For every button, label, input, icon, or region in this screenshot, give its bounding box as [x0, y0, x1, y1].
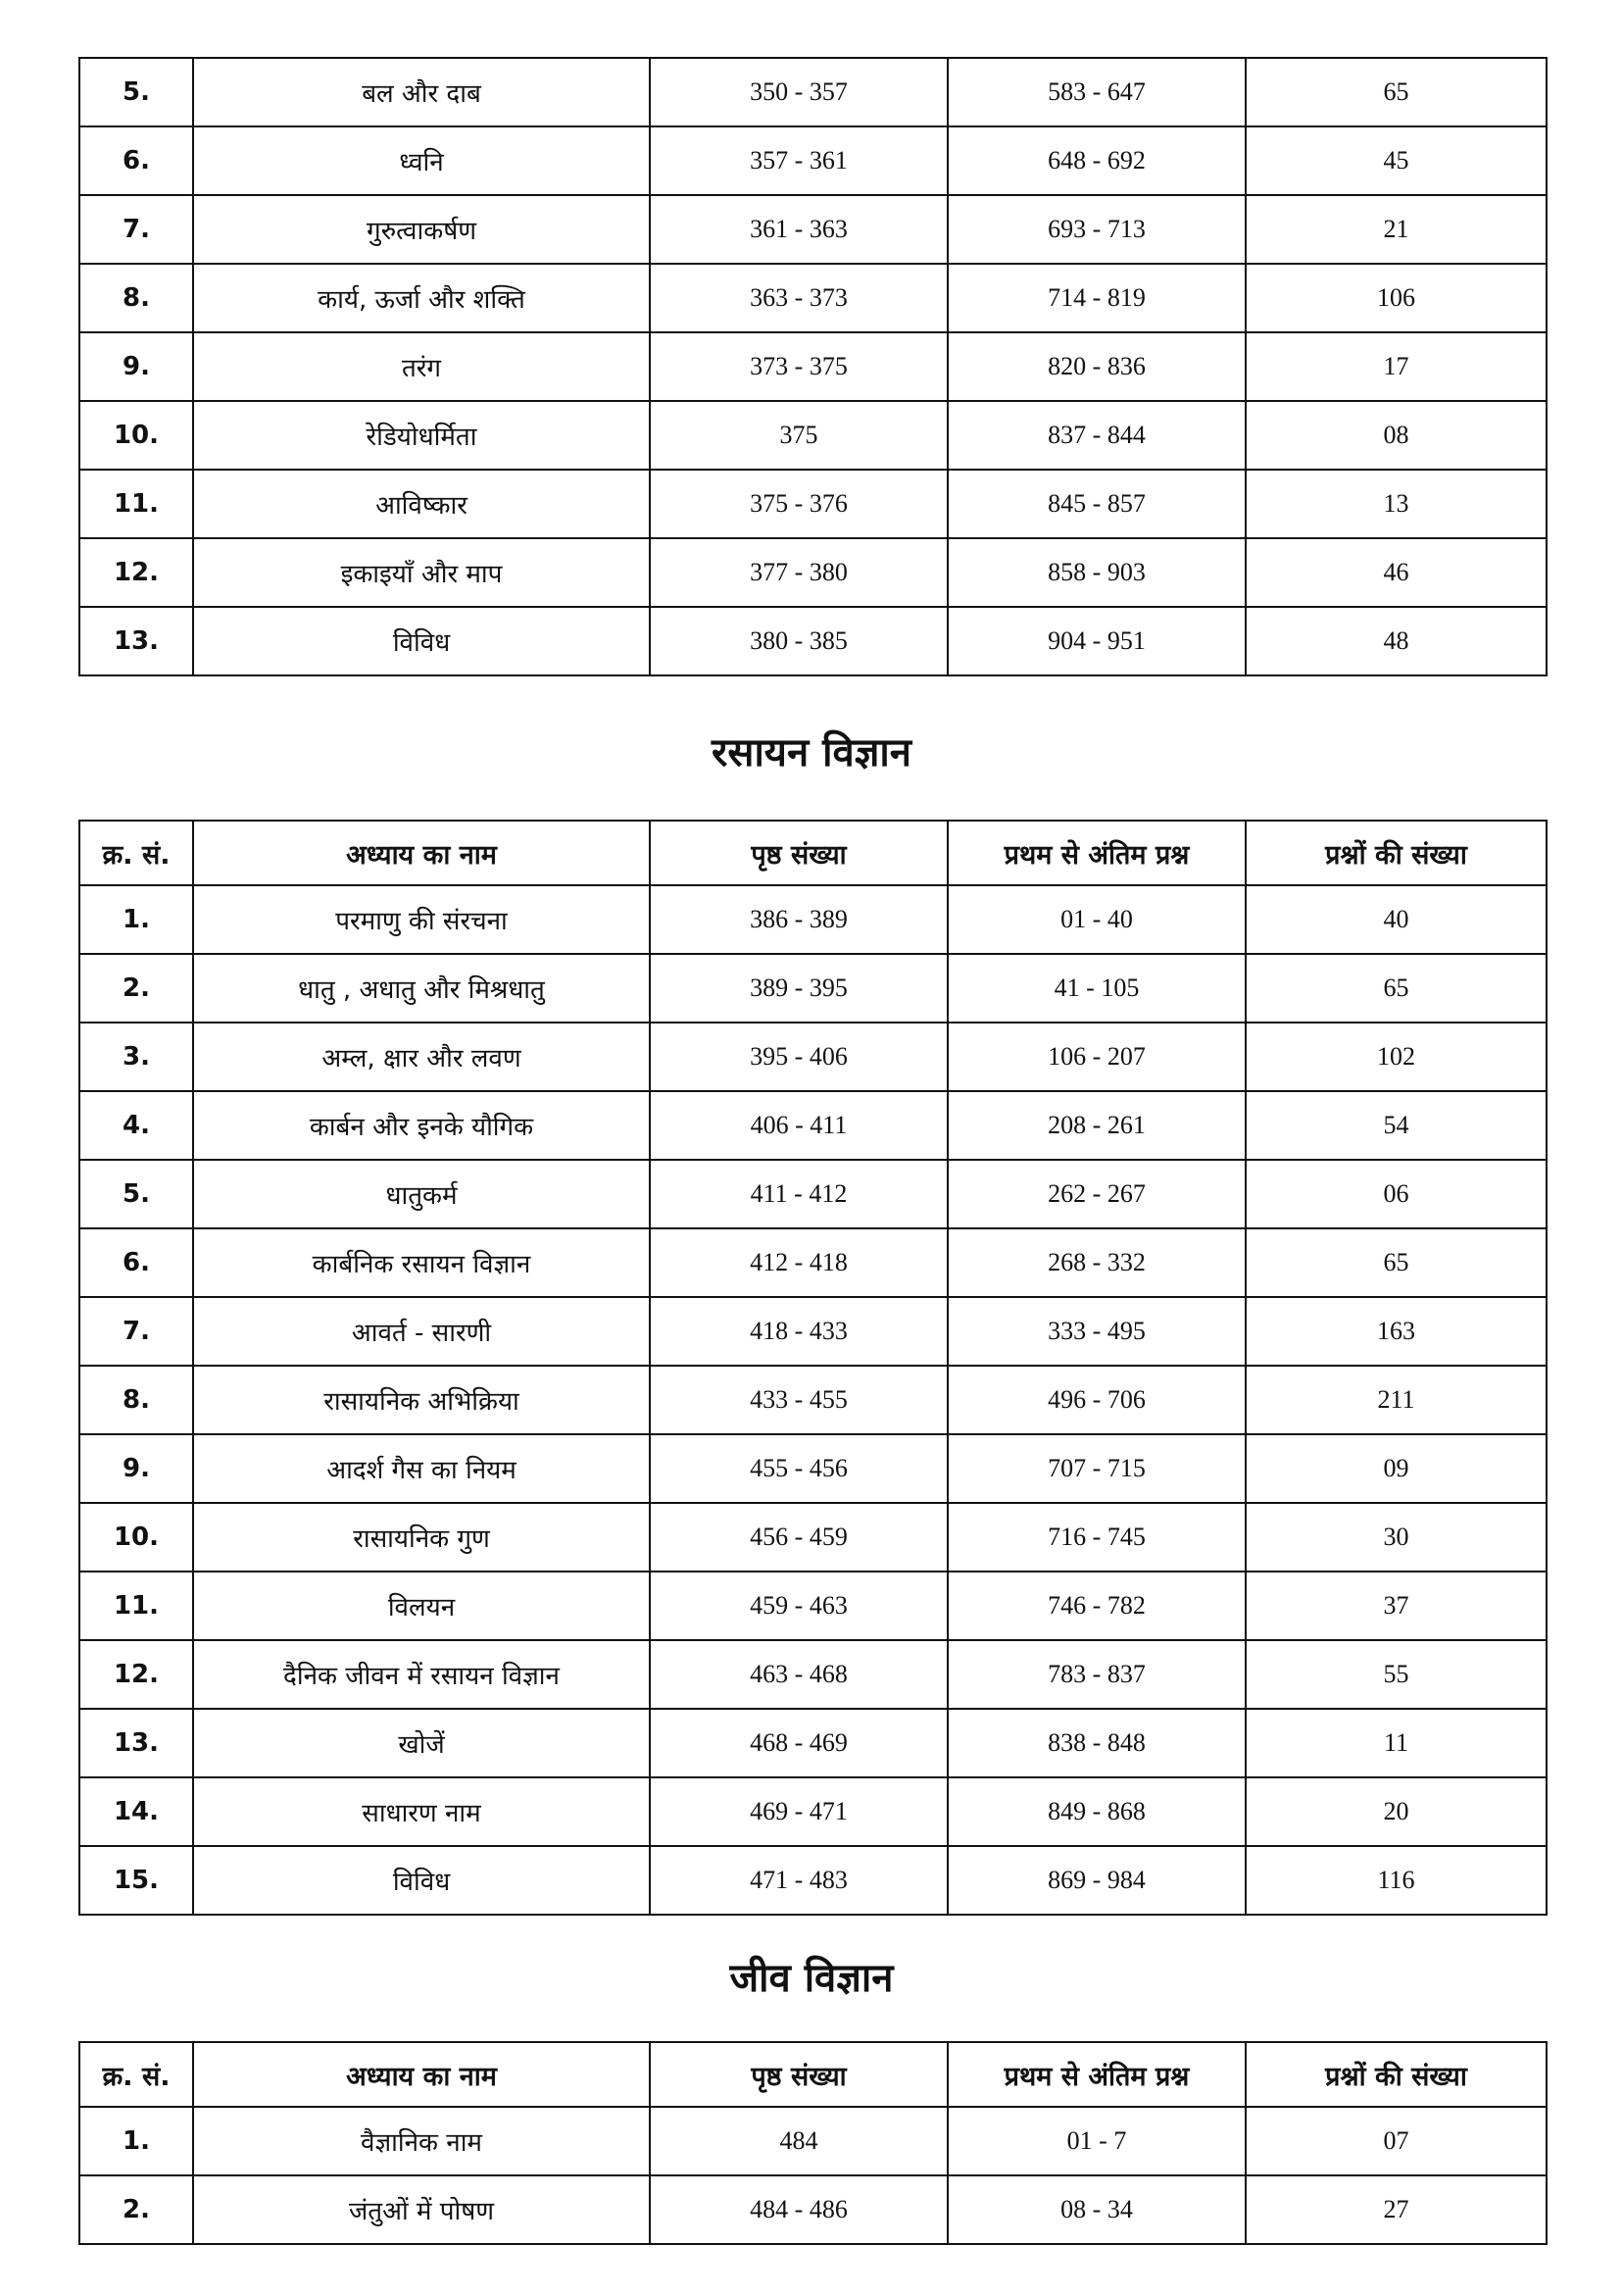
row-question-range: 746 - 782: [948, 1572, 1246, 1640]
row-serial-number: 12.: [79, 1640, 193, 1709]
row-serial-number: 13.: [79, 1709, 193, 1777]
row-page-numbers: 350 - 357: [650, 58, 948, 126]
row-page-numbers: 456 - 459: [650, 1503, 948, 1572]
table-row: [79, 1846, 1547, 1915]
header-range: प्रथम से अंतिम प्रश्न: [948, 2042, 1246, 2107]
table-row: [79, 58, 1547, 126]
row-chapter-name: आवर्त - सारणी: [193, 1297, 650, 1366]
row-page-numbers: 463 - 468: [650, 1640, 948, 1709]
table-row: [79, 1228, 1547, 1297]
row-chapter-name: कार्बनिक रसायन विज्ञान: [193, 1228, 650, 1297]
row-page-numbers: 406 - 411: [650, 1091, 948, 1160]
row-question-range: 262 - 267: [948, 1160, 1246, 1228]
row-question-range: 01 - 40: [948, 885, 1246, 954]
chemistry-index-table: [78, 820, 1548, 1916]
row-chapter-name: विविध: [193, 607, 650, 675]
row-question-range: 01 - 7: [948, 2107, 1246, 2175]
row-serial-number: 12.: [79, 538, 193, 607]
row-serial-number: 13.: [79, 607, 193, 675]
table-row: [79, 885, 1547, 954]
row-question-range: 837 - 844: [948, 401, 1246, 470]
row-question-range: 716 - 745: [948, 1503, 1246, 1572]
row-serial-number: 7.: [79, 1297, 193, 1366]
table-row: [79, 1777, 1547, 1846]
row-question-range: 648 - 692: [948, 126, 1246, 195]
table-row: [79, 470, 1547, 538]
row-serial-number: 3.: [79, 1023, 193, 1091]
row-page-numbers: 389 - 395: [650, 954, 948, 1023]
row-question-count: 48: [1246, 607, 1547, 675]
row-serial-number: 4.: [79, 1091, 193, 1160]
row-question-range: 333 - 495: [948, 1297, 1246, 1366]
row-serial-number: 8.: [79, 1366, 193, 1434]
row-question-range: 268 - 332: [948, 1228, 1246, 1297]
row-question-range: 845 - 857: [948, 470, 1246, 538]
row-question-range: 693 - 713: [948, 195, 1246, 264]
row-question-count: 163: [1246, 1297, 1547, 1366]
row-page-numbers: 484 - 486: [650, 2175, 948, 2244]
table-row: [79, 607, 1547, 675]
row-chapter-name: कार्य, ऊर्जा और शक्ति: [193, 264, 650, 332]
header-range: प्रथम से अंतिम प्रश्न: [948, 821, 1246, 885]
row-serial-number: 2.: [79, 2175, 193, 2244]
row-chapter-name: ध्वनि: [193, 126, 650, 195]
header-pages: पृष्ठ संख्या: [650, 2042, 948, 2107]
header-pages: पृष्ठ संख्या: [650, 821, 948, 885]
header-sn: क्र. सं.: [79, 821, 193, 885]
table-row: [79, 1023, 1547, 1091]
row-question-range: 208 - 261: [948, 1091, 1246, 1160]
row-page-numbers: 361 - 363: [650, 195, 948, 264]
row-question-count: 65: [1246, 58, 1547, 126]
row-question-range: 838 - 848: [948, 1709, 1246, 1777]
table-row: [79, 126, 1547, 195]
row-serial-number: 1.: [79, 2107, 193, 2175]
row-question-count: 17: [1246, 332, 1547, 401]
row-serial-number: 1.: [79, 885, 193, 954]
header-count: प्रश्नों की संख्या: [1246, 2042, 1547, 2107]
row-page-numbers: 412 - 418: [650, 1228, 948, 1297]
physics-index-table: [78, 57, 1548, 676]
row-question-count: 65: [1246, 1228, 1547, 1297]
row-page-numbers: 468 - 469: [650, 1709, 948, 1777]
row-question-count: 27: [1246, 2175, 1547, 2244]
row-question-count: 102: [1246, 1023, 1547, 1091]
row-question-count: 40: [1246, 885, 1547, 954]
row-page-numbers: 380 - 385: [650, 607, 948, 675]
row-question-count: 46: [1246, 538, 1547, 607]
row-question-range: 714 - 819: [948, 264, 1246, 332]
row-serial-number: 6.: [79, 1228, 193, 1297]
row-chapter-name: गुरुत्वाकर्षण: [193, 195, 650, 264]
row-question-count: 211: [1246, 1366, 1547, 1434]
table-row: [79, 1572, 1547, 1640]
row-question-count: 116: [1246, 1846, 1547, 1915]
table-row: [79, 332, 1547, 401]
row-question-count: 106: [1246, 264, 1547, 332]
row-page-numbers: 377 - 380: [650, 538, 948, 607]
row-question-range: 858 - 903: [948, 538, 1246, 607]
row-page-numbers: 459 - 463: [650, 1572, 948, 1640]
row-question-range: 904 - 951: [948, 607, 1246, 675]
row-serial-number: 10.: [79, 401, 193, 470]
row-page-numbers: 375 - 376: [650, 470, 948, 538]
row-chapter-name: जंतुओं में पोषण: [193, 2175, 650, 2244]
biology-index-table: [78, 2041, 1548, 2245]
table-row: [79, 401, 1547, 470]
row-serial-number: 5.: [79, 1160, 193, 1228]
row-question-range: 849 - 868: [948, 1777, 1246, 1846]
row-chapter-name: आविष्कार: [193, 470, 650, 538]
row-question-range: 106 - 207: [948, 1023, 1246, 1091]
row-question-range: 820 - 836: [948, 332, 1246, 401]
row-question-count: 45: [1246, 126, 1547, 195]
row-chapter-name: कार्बन और इनके यौगिक: [193, 1091, 650, 1160]
row-serial-number: 5.: [79, 58, 193, 126]
row-question-range: 707 - 715: [948, 1434, 1246, 1503]
table-row: [79, 1366, 1547, 1434]
row-chapter-name: धातुकर्म: [193, 1160, 650, 1228]
header-count: प्रश्नों की संख्या: [1246, 821, 1547, 885]
row-serial-number: 7.: [79, 195, 193, 264]
row-chapter-name: वैज्ञानिक नाम: [193, 2107, 650, 2175]
row-question-count: 06: [1246, 1160, 1547, 1228]
row-chapter-name: तरंग: [193, 332, 650, 401]
table-row: [79, 538, 1547, 607]
row-page-numbers: 469 - 471: [650, 1777, 948, 1846]
table-row: [79, 2107, 1547, 2175]
row-question-range: 496 - 706: [948, 1366, 1246, 1434]
row-chapter-name: अम्ल, क्षार और लवण: [193, 1023, 650, 1091]
row-chapter-name: रासायनिक गुण: [193, 1503, 650, 1572]
row-question-count: 37: [1246, 1572, 1547, 1640]
row-serial-number: 10.: [79, 1503, 193, 1572]
physics-table-body: [79, 58, 1547, 675]
row-question-count: 08: [1246, 401, 1547, 470]
row-page-numbers: 433 - 455: [650, 1366, 948, 1434]
row-question-count: 55: [1246, 1640, 1547, 1709]
row-serial-number: 8.: [79, 264, 193, 332]
table-row: [79, 1160, 1547, 1228]
table-row: [79, 195, 1547, 264]
row-serial-number: 9.: [79, 1434, 193, 1503]
table-row: [79, 2175, 1547, 2244]
row-page-numbers: 373 - 375: [650, 332, 948, 401]
table-row: [79, 1297, 1547, 1366]
row-question-count: 09: [1246, 1434, 1547, 1503]
biology-section-title: जीव विज्ञान: [729, 1956, 894, 2001]
row-chapter-name: बल और दाब: [193, 58, 650, 126]
row-chapter-name: रासायनिक अभिक्रिया: [193, 1366, 650, 1434]
row-question-count: 54: [1246, 1091, 1547, 1160]
row-page-numbers: 418 - 433: [650, 1297, 948, 1366]
row-question-count: 30: [1246, 1503, 1547, 1572]
row-chapter-name: आदर्श गैस का नियम: [193, 1434, 650, 1503]
row-serial-number: 11.: [79, 1572, 193, 1640]
table-row: [79, 954, 1547, 1023]
row-chapter-name: खोजें: [193, 1709, 650, 1777]
chemistry-table-body: [79, 885, 1547, 1915]
row-page-numbers: 357 - 361: [650, 126, 948, 195]
row-page-numbers: 484: [650, 2107, 948, 2175]
row-chapter-name: परमाणु की संरचना: [193, 885, 650, 954]
row-page-numbers: 375: [650, 401, 948, 470]
row-chapter-name: विविध: [193, 1846, 650, 1915]
row-question-count: 21: [1246, 195, 1547, 264]
row-question-range: 41 - 105: [948, 954, 1246, 1023]
table-row: [79, 1709, 1547, 1777]
table-row: [79, 264, 1547, 332]
row-page-numbers: 471 - 483: [650, 1846, 948, 1915]
header-chapter: अध्याय का नाम: [193, 2042, 650, 2107]
row-question-count: 13: [1246, 470, 1547, 538]
row-serial-number: 11.: [79, 470, 193, 538]
row-page-numbers: 386 - 389: [650, 885, 948, 954]
row-question-count: 65: [1246, 954, 1547, 1023]
table-header-row: [79, 2042, 1547, 2107]
row-page-numbers: 455 - 456: [650, 1434, 948, 1503]
row-page-numbers: 395 - 406: [650, 1023, 948, 1091]
row-chapter-name: धातु , अधातु और मिश्रधातु: [193, 954, 650, 1023]
row-question-range: 869 - 984: [948, 1846, 1246, 1915]
table-row: [79, 1503, 1547, 1572]
row-page-numbers: 411 - 412: [650, 1160, 948, 1228]
table-row: [79, 1091, 1547, 1160]
row-serial-number: 6.: [79, 126, 193, 195]
table-row: [79, 1640, 1547, 1709]
chemistry-section-title: रसायन विज्ञान: [712, 730, 911, 775]
row-serial-number: 15.: [79, 1846, 193, 1915]
row-question-count: 07: [1246, 2107, 1547, 2175]
row-question-count: 20: [1246, 1777, 1547, 1846]
row-chapter-name: साधारण नाम: [193, 1777, 650, 1846]
table-header-row: [79, 821, 1547, 885]
table-row: [79, 1434, 1547, 1503]
row-chapter-name: विलयन: [193, 1572, 650, 1640]
row-chapter-name: रेडियोधर्मिता: [193, 401, 650, 470]
row-serial-number: 14.: [79, 1777, 193, 1846]
row-question-range: 08 - 34: [948, 2175, 1246, 2244]
biology-table-body: [79, 2107, 1547, 2244]
row-question-range: 783 - 837: [948, 1640, 1246, 1709]
header-sn: क्र. सं.: [79, 2042, 193, 2107]
header-chapter: अध्याय का नाम: [193, 821, 650, 885]
row-question-range: 583 - 647: [948, 58, 1246, 126]
row-chapter-name: दैनिक जीवन में रसायन विज्ञान: [193, 1640, 650, 1709]
row-serial-number: 9.: [79, 332, 193, 401]
row-page-numbers: 363 - 373: [650, 264, 948, 332]
row-serial-number: 2.: [79, 954, 193, 1023]
row-chapter-name: इकाइयाँ और माप: [193, 538, 650, 607]
row-question-count: 11: [1246, 1709, 1547, 1777]
